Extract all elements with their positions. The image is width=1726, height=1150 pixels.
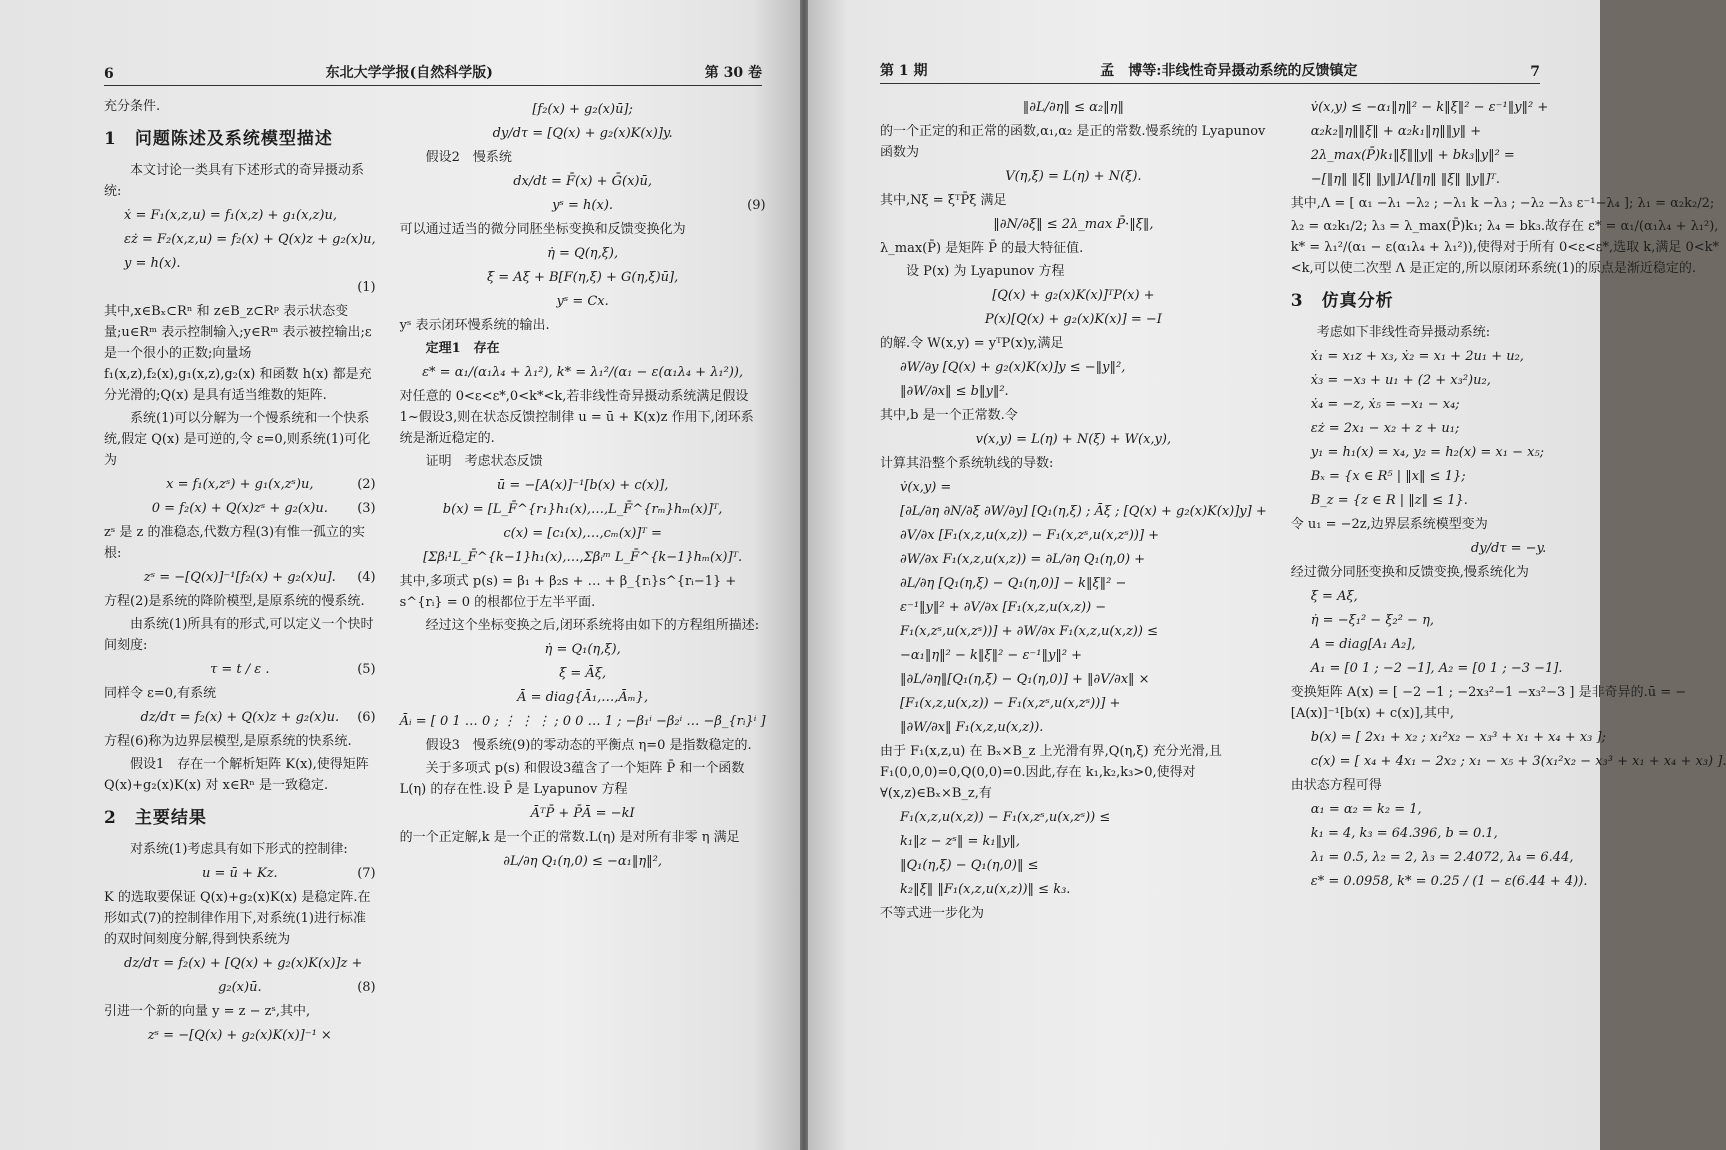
left-running-head: [104, 62, 762, 86]
equation: Āᵢ = [ 0 1 … 0 ; ⋮ ⋮ ⋮ ; 0 0 … 1 ; −β₁ⁱ −β₂ⁱ … −β_{rᵢ}ⁱ ]: [399, 714, 766, 729]
paragraph: 其中,x∈Bₓ⊂Rⁿ 和 z∈B_z⊂Rᵖ 表示状态变量;u∈Rᵐ 表示控制输入;y∈Rᵐ 表示被控输出;ε 是一个很小的正数;向量场 f₁(x,z),f₂(x),g₁(x,z),g₂(x) 和函数 h(x) 都是充分光滑的;Q(x) 是具有适当维数的矩阵.: [104, 304, 372, 403]
paragraph: λ₂ = α₂k₁/2; λ₃ = λ_max(P̄)k₁; λ₄ = bk₃.故存在 ε* = α₁/(α₁λ₄ + λ₁²), k* = λ₁²/(α₁ − ε(α₁λ₄ + λ₁²)),使得对于所有 0<ε<ε*,选取 k,满足 0<k*<k,可以使二次型 Λ 是正定的,所以原闭环系统(1)的原点是渐近稳定的.: [1290, 219, 1719, 276]
paragraph: 经过这个坐标变换之后,闭环系统将由如下的方程组所描述:: [425, 618, 760, 633]
equation: zˢ = −[Q(x) + g₂(x)K(x)]⁻¹ ×: [147, 1028, 332, 1043]
paragraph: λ_max(P̄) 是矩阵 P̄ 的最大特征值.: [880, 241, 1084, 256]
equation: ε* = α₁/(α₁λ₄ + λ₁²), k* = λ₁²/(α₁ − ε(α₁λ₄ + λ₁²)),: [422, 365, 744, 380]
equation: ẋ = F₁(x,z,u) = f₁(x,z) + g₁(x,z)u,: [124, 208, 337, 223]
equation: yˢ = Cx.: [556, 294, 609, 309]
paragraph: 对系统(1)考虑具有如下形式的控制律:: [130, 842, 348, 857]
paragraph: 令 u₁ = −2z,边界层系统模型变为: [1290, 517, 1488, 532]
theorem-label: 定理1 存在: [425, 341, 500, 356]
equation: η̇ = Q₁(η,ξ),: [544, 642, 621, 657]
equation: B_z = {z ∈ R | ‖z‖ ≤ 1}.: [1310, 493, 1468, 508]
equation: ‖∂W/∂x‖ F₁(x,z,u(x,z)).: [900, 720, 1044, 735]
equation: ‖∂W/∂x‖ ≤ b‖y‖².: [900, 384, 1009, 399]
equation: ẋ₃ = −x₃ + u₁ + (2 + x₃²)u₂,: [1310, 373, 1491, 388]
equation: [f₂(x) + g₂(x)ū];: [532, 102, 633, 117]
equation: ∂V/∂x [F₁(x,z,u(x,z)) − F₁(x,zˢ,u(x,zˢ))] +: [900, 528, 1160, 543]
equation: b(x) = [L_F̄^{r₁}h₁(x),…,L_F̄^{rₘ}hₘ(x)]ᵀ,: [442, 502, 723, 517]
equation: λ₁ = 0.5, λ₂ = 2, λ₃ = 2.4072, λ₄ = 6.44,: [1310, 850, 1574, 865]
paragraph: 系统(1)可以分解为一个慢系统和一个快系统,假定 Q(x) 是可逆的,令 ε=0,则系统(1)可化为: [104, 411, 371, 468]
equation: [Q(x) + g₂(x)K(x)]ᵀP(x) +: [992, 288, 1155, 303]
equation: y = h(x).: [124, 256, 181, 271]
equation: V(η,ξ) = L(η) + N(ξ).: [1005, 169, 1142, 184]
proof-label: 证明 考虑状态反馈: [425, 454, 543, 469]
equation-number: (1): [357, 280, 376, 295]
right-running-head: [880, 60, 1540, 84]
equation: v̇(x,y) ≤ −α₁‖η‖² − k‖ξ‖² − ε⁻¹‖y‖² +: [1310, 100, 1549, 115]
left-column-2: [400, 96, 766, 1049]
right-page: [808, 0, 1726, 1150]
equation: yˢ = h(x). (9): [552, 198, 766, 213]
equation: ξ̇ = Aξ + B[F(η,ξ) + G(η,ξ)ū],: [486, 270, 679, 285]
equation: A₁ = [0 1 ; −2 −1], A₂ = [0 1 ; −3 −1].: [1310, 661, 1563, 676]
equation: ‖Q₁(η,ξ) − Q₁(η,0)‖ ≤: [900, 858, 1039, 873]
paragraph: 的解.令 W(x,y) = yᵀP(x)y,满足: [880, 336, 1064, 351]
equation: ξ̇ = Aξ,: [1310, 589, 1358, 604]
equation: ‖∂N/∂ξ‖ ≤ 2λ_max P̄·‖ξ‖,: [993, 217, 1154, 232]
equation: P(x)[Q(x) + g₂(x)K(x)] = −I: [984, 312, 1162, 327]
paragraph: K 的选取要保证 Q(x)+g₂(x)K(x) 是稳定阵.在形如式(7)的控制律作用下,对系统(1)进行标准的双时间刻度分解,得到快系统为: [104, 890, 371, 947]
paragraph: 同样令 ε=0,有系统: [104, 686, 217, 701]
paragraph: zˢ 是 z 的准稳态,代数方程(3)有惟一孤立的实根:: [104, 525, 366, 561]
equation: b(x) = [ 2x₁ + x₂ ; x₁²x₂ − x₃³ + x₁ + x₄ + x₃ ];: [1310, 730, 1606, 745]
equation: k₁ = 4, k₃ = 64.396, b = 0.1,: [1310, 826, 1498, 841]
equation: −α₁‖η‖² − k‖ξ‖² − ε⁻¹‖y‖² +: [900, 648, 1083, 663]
paragraph: 变换矩阵 A(x) = [ −2 −1 ; −2x₃²−1 −x₃²−3 ] 是非奇异的.ū = −[A(x)]⁻¹[b(x) + c(x)],其中,: [1290, 685, 1687, 721]
paragraph: 引进一个新的向量 y = z − zˢ,其中,: [104, 1004, 311, 1019]
equation: y₁ = h₁(x) = x₄, y₂ = h₂(x) = x₁ − x₅;: [1310, 445, 1545, 460]
paragraph: 由于 F₁(x,z,u) 在 Bₓ×B_z 上光滑有界,Q(η,ξ) 充分光滑,且 F₁(0,0,0)=0,Q(0,0)=0.因此,存在 k₁,k₂,k₃>0,使得对 ∀(x,z)∈Bₓ×B_z,有: [880, 744, 1222, 801]
equation: ∂W/∂y [Q(x) + g₂(x)K(x)]y ≤ −‖y‖²,: [900, 360, 1126, 375]
equation: zˢ = −[Q(x)]⁻¹[f₂(x) + g₂(x)u]. (4): [143, 570, 376, 585]
equation: F₁(x,z,u(x,z)) − F₁(x,zˢ,u(x,zˢ)) ≤: [900, 810, 1111, 825]
paragraph: 假设1 存在一个解析矩阵 K(x),使得矩阵 Q(x)+g₂(x)K(x) 对 x∈Rⁿ 是一致稳定.: [104, 757, 369, 793]
equation: ∂L/∂η [Q₁(η,ξ) − Q₁(η,0)] − k‖ξ‖² −: [900, 576, 1127, 591]
paragraph: 可以通过适当的微分同胚坐标变换和反馈变换化为: [399, 222, 686, 237]
paragraph: 假设3 慢系统(9)的零动态的平衡点 η=0 是指数稳定的.: [425, 738, 752, 753]
paragraph: 方程(2)是系统的降阶模型,是原系统的慢系统.: [104, 594, 365, 609]
paragraph: 考虑如下非线性奇异摄动系统:: [1316, 325, 1491, 340]
paragraph: 对任意的 0<ε<ε*,0<k*<k,若非线性奇异摄动系统满足假设1~假设3,则在状态反馈控制律 u = ū + K(x)z 作用下,闭环系统是渐近稳定的.: [399, 389, 754, 446]
left-page-number: 6: [104, 66, 114, 82]
section-heading: 2 主要结果: [104, 808, 207, 828]
equation: x = f₁(x,zˢ) + g₁(x,zˢ)u, (2): [166, 477, 376, 492]
paragraph: 本文讨论一类具有下述形式的奇异摄动系统:: [104, 163, 365, 199]
equation: v(x,y) = L(η) + N(ξ) + W(x,y),: [975, 432, 1172, 447]
equation: [Σβᵢ¹L_F̄^{k−1}h₁(x),…,Σβᵢᵐ L_F̄^{k−1}hₘ(x)]ᵀ.: [423, 550, 743, 565]
equation: c(x) = [ x₄ + 4x₁ − 2x₂ ; x₁ − x₅ + 3(x₁²x₂ − x₃³ + x₁ + x₄ + x₃) ].: [1310, 754, 1726, 769]
equation: g₂(x)ū. (8): [218, 980, 376, 995]
equation: ‖∂L/∂η‖ ≤ α₂‖η‖: [1022, 100, 1124, 115]
right-column-1: [880, 94, 1267, 926]
equation: Ā = diag{Ā₁,…,Āₘ},: [517, 690, 649, 705]
paragraph: 方程(6)称为边界层模型,是原系统的快系统.: [104, 734, 352, 749]
equation: τ = t / ε . (5): [210, 662, 376, 677]
equation: F₁(x,zˢ,u(x,zˢ))] + ∂W/∂x F₁(x,z,u(x,z)) ≤: [900, 624, 1158, 639]
left-page: [0, 0, 800, 1150]
equation: dz/dτ = f₂(x) + [Q(x) + g₂(x)K(x)]z +: [124, 956, 363, 971]
paragraph: 计算其沿整个系统轨线的导数:: [880, 456, 1054, 471]
paragraph: yˢ 表示闭环慢系统的输出.: [399, 318, 550, 333]
paragraph: 不等式进一步化为: [880, 906, 985, 921]
paragraph: 假设2 慢系统: [425, 150, 512, 165]
equation: −[‖η‖ ‖ξ‖ ‖y‖]Λ[‖η‖ ‖ξ‖ ‖y‖]ᵀ.: [1310, 172, 1501, 187]
equation: ε* = 0.0958, k* = 0.25 / (1 − ε(6.44 + 4)).: [1310, 874, 1588, 889]
equation: ĀᵀP̄ + P̄Ā = −kI: [530, 806, 635, 821]
issue-label: 第 1 期: [880, 63, 928, 79]
equation: ‖∂L/∂η‖[Q₁(η,ξ) − Q₁(η,0)] + ‖∂V/∂x‖ ×: [900, 672, 1150, 687]
section-heading: 1 问题陈述及系统模型描述: [104, 129, 333, 149]
equation: Bₓ = {x ∈ R⁵ | ‖x‖ ≤ 1};: [1310, 469, 1466, 484]
equation: ∂W/∂x F₁(x,z,u(x,z)) = ∂L/∂η Q₁(η,0) +: [900, 552, 1146, 567]
right-column-2: [1291, 94, 1726, 926]
equation: 0 = f₂(x) + Q(x)zˢ + g₂(x)u. (3): [151, 501, 376, 516]
paragraph: 的一个正定的和正常的函数,α₁,α₂ 是正的常数.慢系统的 Lyapunov 函数为: [880, 124, 1266, 160]
equation: A = diag[A₁ A₂],: [1310, 637, 1416, 652]
paragraph: 其中,Nξ = ξᵀP̄ξ 满足: [880, 193, 1007, 208]
equation: α₂k₂‖η‖‖ξ‖ + α₂k₁‖η‖‖y‖ +: [1310, 124, 1482, 139]
equation: εż = 2x₁ − x₂ + z + u₁;: [1310, 421, 1460, 436]
equation: η̇ = −ξ₁² − ξ₂² − η,: [1310, 613, 1434, 628]
equation: k₂‖ξ‖ ‖F₁(x,z,u(x,z))‖ ≤ k₃.: [900, 882, 1071, 897]
section-heading: 3 仿真分析: [1290, 291, 1394, 311]
equation: ẋ₁ = x₁z + x₃, ẋ₂ = x₁ + 2u₁ + u₂,: [1310, 349, 1524, 364]
paragraph: 设 P(x) 为 Lyapunov 方程: [906, 264, 1065, 279]
equation: 2λ_max(P̄)k₁‖ξ‖‖y‖ + bk₃‖y‖² =: [1310, 148, 1515, 163]
equation: v̇(x,y) =: [900, 480, 952, 495]
paragraph: 由系统(1)所具有的形式,可以定义一个快时间刻度:: [104, 617, 374, 653]
right-page-number: 7: [1530, 64, 1540, 80]
equation: η̇ = Q(η,ξ),: [547, 246, 619, 261]
equation: dy/dτ = [Q(x) + g₂(x)K(x)]y.: [492, 126, 673, 141]
equation: ū = −[A(x)]⁻¹[b(x) + c(x)],: [496, 478, 669, 493]
equation: α₁ = α₂ = k₂ = 1,: [1310, 802, 1422, 817]
left-column-1: [104, 96, 376, 1049]
equation: ξ̇ = Āξ,: [559, 666, 607, 681]
paragraph: 由状态方程可得: [1290, 778, 1382, 793]
paragraph: 关于多项式 p(s) 和假设3蕴含了一个矩阵 P̄ 和一个函数 L(η) 的存在性.设 P̄ 是 Lyapunov 方程: [399, 761, 745, 797]
journal-title: 东北大学学报(自然科学版): [325, 65, 493, 81]
equation: k₁‖z − zˢ‖ = k₁‖y‖,: [900, 834, 1021, 849]
article-title: 孟 博等:非线性奇异摄动系统的反馈镇定: [1100, 63, 1358, 79]
equation: ẋ₄ = −z, ẋ₅ = −x₁ − x₄;: [1310, 397, 1460, 412]
equation: c(x) = [c₁(x),…,cₘ(x)]ᵀ =: [503, 526, 662, 541]
paragraph: 其中,b 是一个正常数.令: [880, 408, 1018, 423]
paragraph: 其中,多项式 p(s) = β₁ + β₂s + … + β_{rᵢ}s^{rᵢ−1} + s^{rᵢ} = 0 的根都位于左半平面.: [399, 574, 737, 610]
equation: [∂L/∂η ∂N/∂ξ ∂W/∂y] [Q₁(η,ξ) ; Āξ ; [Q(x) + g₂(x)K(x)]y] +: [900, 504, 1267, 519]
equation: ε⁻¹‖y‖² + ∂V/∂x [F₁(x,z,u(x,z)) −: [900, 600, 1107, 615]
paragraph: 充分条件.: [104, 99, 161, 114]
equation: dx/dt = F̄(x) + Ḡ(x)ū,: [513, 174, 652, 189]
equation: [F₁(x,z,u(x,z)) − F₁(x,zˢ,u(x,zˢ))] +: [900, 696, 1121, 711]
equation: dy/dτ = −y.: [1470, 541, 1547, 556]
paragraph: 的一个正定解,k 是一个正的常数.L(η) 是对所有非零 η 满足: [399, 830, 740, 845]
paragraph: 经过微分同胚变换和反馈变换,慢系统化为: [1290, 565, 1529, 580]
volume-label: 第 30 卷: [704, 65, 762, 81]
equation: εż = F₂(x,z,u) = f₂(x) + Q(x)z + g₂(x)u,: [124, 232, 376, 247]
paragraph: 其中,Λ = [ α₁ −λ₁ −λ₂ ; −λ₁ k −λ₃ ; −λ₂ −λ₃ ε⁻¹−λ₄ ]; λ₁ = α₂k₂/2;: [1290, 196, 1715, 211]
equation: ∂L/∂η Q₁(η,0) ≤ −α₁‖η‖²,: [503, 854, 662, 869]
equation: u = ū + Kz. (7): [201, 866, 376, 881]
equation: dz/dτ = f₂(x) + Q(x)z + g₂(x)u. (6): [140, 710, 376, 725]
